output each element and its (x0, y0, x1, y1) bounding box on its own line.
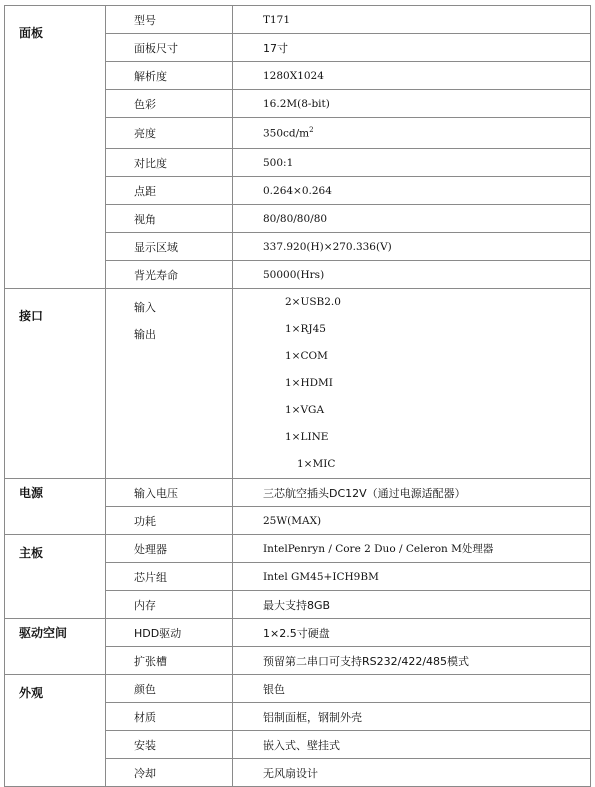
interface-port: 1×LINE (285, 431, 329, 443)
spec-label: 点距 (106, 177, 233, 205)
interface-port: 1×HDMI (285, 377, 333, 389)
spec-label: 功耗 (106, 507, 233, 535)
category-power: 电源 (5, 479, 106, 535)
spec-value: 嵌入式、壁挂式 (233, 731, 591, 759)
spec-label: 亮度 (106, 118, 233, 149)
interface-label-input: 输入 (134, 301, 156, 314)
spec-value: 500:1 (233, 149, 591, 177)
table-row (5, 289, 591, 479)
spec-label: 解析度 (106, 62, 233, 90)
spec-label: 对比度 (106, 149, 233, 177)
spec-label: 输入电压 (106, 479, 233, 507)
table-row (5, 619, 591, 647)
spec-value: 337.920(H)×270.336(V) (233, 233, 591, 261)
spec-label: 安装 (106, 731, 233, 759)
spec-value: 0.264×0.264 (233, 177, 591, 205)
category-appearance: 外观 (5, 675, 106, 787)
spec-value: 无风扇设计 (233, 759, 591, 787)
spec-value: 最大支持8GB (233, 591, 591, 619)
interface-port: 1×VGA (285, 404, 325, 416)
spec-label: 面板尺寸 (106, 34, 233, 62)
spec-label: 颜色 (106, 675, 233, 703)
category-panel: 面板 (5, 6, 106, 289)
spec-value: 三芯航空插头DC12V（通过电源适配器） (233, 479, 591, 507)
spec-value: 1280X1024 (233, 62, 591, 90)
interface-label-output: 输出 (134, 328, 156, 341)
spec-label: 处理器 (106, 535, 233, 563)
table-row (5, 675, 591, 703)
spec-table (4, 5, 591, 787)
spec-label: 芯片组 (106, 563, 233, 591)
spec-label: 冷却 (106, 759, 233, 787)
brightness-unit-exponent: 2 (309, 126, 314, 135)
spec-label: 色彩 (106, 90, 233, 118)
spec-label: 显示区域 (106, 233, 233, 261)
spec-value: 1×2.5寸硬盘 (233, 619, 591, 647)
interface-values (233, 289, 591, 479)
interface-port: 1×COM (285, 350, 328, 362)
spec-value: IntelPenryn / Core 2 Duo / Celeron M处理器 (233, 535, 591, 563)
spec-value: 80/80/80/80 (233, 205, 591, 233)
interface-port: 1×RJ45 (285, 323, 326, 335)
table-row (5, 535, 591, 563)
spec-value: 50000(Hrs) (233, 261, 591, 289)
spec-value: T171 (233, 6, 591, 34)
spec-label: 视角 (106, 205, 233, 233)
spec-value (233, 118, 591, 149)
interface-labels (106, 289, 233, 479)
category-drive-space: 驱动空间 (5, 619, 106, 675)
spec-value: 16.2M(8-bit) (233, 90, 591, 118)
category-interface: 接口 (5, 289, 106, 479)
spec-value: 预留第二串口可支持RS232/422/485模式 (233, 647, 591, 675)
brightness-value: 350cd/m (263, 127, 310, 140)
category-mainboard: 主板 (5, 535, 106, 619)
spec-label: 材质 (106, 703, 233, 731)
spec-label: 型号 (106, 6, 233, 34)
spec-value: 25W(MAX) (233, 507, 591, 535)
spec-value: 银色 (233, 675, 591, 703)
spec-value: 17寸 (233, 34, 591, 62)
spec-label: 扩张槽 (106, 647, 233, 675)
table-row (5, 6, 591, 34)
spec-value: 铝制面框，钢制外壳 (233, 703, 591, 731)
spec-label: HDD驱动 (106, 619, 233, 647)
spec-value: Intel GM45+ICH9BM (233, 563, 591, 591)
spec-label: 内存 (106, 591, 233, 619)
interface-port: 2×USB2.0 (285, 296, 341, 308)
spec-label: 背光寿命 (106, 261, 233, 289)
table-row (5, 479, 591, 507)
interface-port: 1×MIC (297, 458, 336, 470)
